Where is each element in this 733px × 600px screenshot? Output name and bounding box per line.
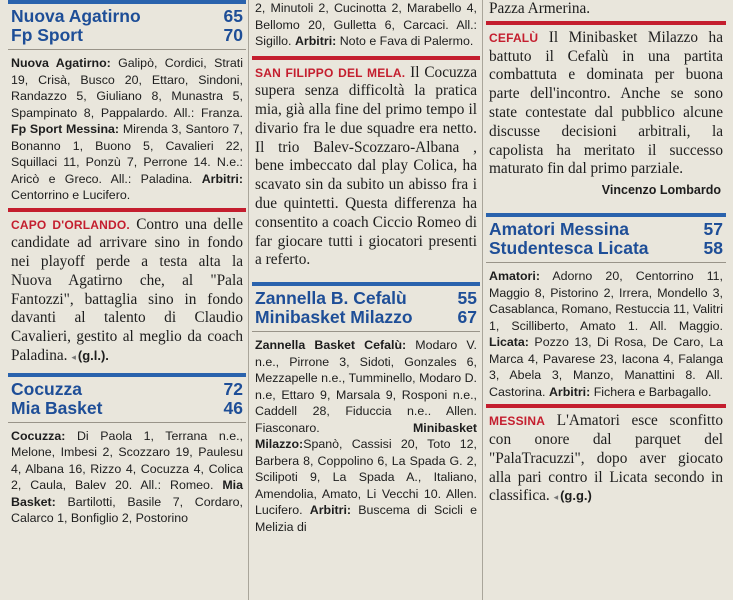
article-place: CEFALÙ — [489, 30, 539, 45]
team-players: Adorno 20, Centorrino 11, Maggio 8, Pistorino 2, Irrera, Mondello 3, Casablanca, Romano, Restuccia 11, Valitri 1, Scilliberto, Amato 1. All. Maggio. — [489, 269, 723, 333]
tabellino-continued — [252, 0, 480, 50]
article-text: L'Amatori esce sconfitto con onore dal parquet del "PalaTracuzzi", dopo aver giocato alla pari contro il Licata secondo in classifica. — [489, 412, 723, 505]
team-players: Modaro V. n.e., Pirrone 3, Sidoti, Gonzales 6, Mezzapelle n.e., Tumminello, Modaro D. n.e, Ettaro 9, Marsala 9, Rosponi n.e., Caddell 28, Fiduccia n.e.. Allen. Fiasconaro. — [255, 338, 477, 435]
team-players: Galipò, Cordici, Strati 19, Crisà, Busco 20, Ettaro, Sindoni, Randazzo 5, Giuliano 8, Munastra 5, Spampinato 8, Pappalardo. All.: Franza. — [11, 56, 243, 120]
article-text: Contro una delle candidate ad arrivare sino in fondo nei playoff perde a testa alta la Nuova Agatirno che, al "Pala Fantozzi", battaglia sino in fondo davanti al talento di Claudio Cavalieri, gestito al meglio da coach Paladina. — [11, 215, 243, 365]
column-1 — [8, 0, 246, 600]
team-players: Bartilotti, Basile 7, Cordaro, Calarco 1, Bonfiglio 2, Postorino — [11, 494, 243, 526]
team-players: Pozzo 13, Di Rosa, De Caro, La Marca 4, Pavarese 23, Iacona 4, Falanga 3, Abela 3, Manzo, Manattini 8. All. Castorina. — [489, 335, 723, 399]
home-score: 57 — [703, 219, 723, 240]
article-continued — [486, 0, 726, 19]
team-label: Cocuzza: — [11, 428, 66, 443]
scoreboard-nuova-agatirno-fp-sport — [8, 0, 246, 50]
article-text: Il Minibasket Milazzo ha battuto il Cefalù in una partita combattuta e dominata per buona parte dell'incontro. Anche se sono state contestate dal pubblico alcune discusse decisioni arbitrali, la capolista ha meritato il successo maturato fin dal primo parziale. — [489, 28, 723, 178]
tabellino-3 — [252, 337, 480, 535]
scoreboard-cocuzza-mia-basket — [8, 373, 246, 423]
article-signature: Vincenzo Lombardo — [601, 183, 721, 198]
away-team: Fp Sport — [11, 25, 83, 45]
home-score: 65 — [223, 6, 243, 26]
team-players: Di Paola 1, Terrana n.e., Melone, Imbesi 2, Scozzaro 19, Paulesu 4, Albana 16, Rizzo 4, Cocuzza 4, Colica 2, Caula, Balev 20. All.: Romeo. — [11, 428, 243, 493]
home-score: 55 — [457, 288, 477, 309]
article-cefalu — [486, 21, 726, 197]
column-divider — [248, 0, 249, 600]
home-score: 72 — [223, 378, 243, 399]
referees-names: Fichera e Barbagallo. — [590, 384, 712, 399]
column-3 — [486, 0, 726, 600]
away-score: 46 — [223, 397, 243, 418]
away-score: 70 — [223, 25, 243, 45]
triangle-icon: ◂ — [71, 352, 76, 363]
away-score: 67 — [457, 307, 477, 328]
column-2 — [252, 0, 480, 600]
tabellino-2 — [8, 428, 246, 527]
article-place: SAN FILIPPO DEL MELA. — [255, 65, 406, 80]
article-signature: (g.g.) — [560, 488, 592, 504]
away-team: Mia Basket — [11, 397, 103, 418]
article-capo-dorlando — [8, 208, 246, 367]
tabellino-4 — [486, 268, 726, 400]
team-label: Minibasket Milazzo: — [255, 420, 477, 452]
team-label: Amatori: — [489, 269, 540, 284]
referees-label: Arbitri: — [201, 171, 243, 186]
scoreboard-cefalu-milazzo — [252, 282, 480, 332]
column-divider — [482, 0, 483, 600]
home-team: Amatori Messina — [489, 219, 630, 240]
away-score: 58 — [703, 238, 723, 259]
scoreboard-amatori-licata — [486, 213, 726, 263]
tabellino-1 — [8, 55, 246, 204]
referees-label: Arbitri: — [548, 384, 591, 399]
team-label: Licata: — [489, 335, 529, 350]
team-players: Spanò, Cassisi 20, Toto 12, Barbera 8, Coppolino 6, La Spada G. 2, Scilipoti 9, La Spada A., Italiano, Amendolia, Amato, Li Vecchi 10. Allen. Lucifero. — [255, 437, 477, 518]
team-players: Mirenda 3, Santoro 7, Bonanno 1, Buono 5, Cavalieri 22, Squillaci 11, Ponzù 7, Perrone 14. N.e.: Aricò e Greco. All.: Paladina. — [11, 122, 243, 186]
article-san-filippo-del-mela — [252, 56, 480, 271]
home-team: Cocuzza — [11, 378, 82, 399]
referees-names: Buscema di Scicli e Melizia di — [255, 503, 477, 534]
team-label: Fp Sport Messina: — [11, 122, 120, 136]
home-team: Nuova Agatirno — [11, 6, 141, 26]
triangle-icon: ◂ — [553, 492, 559, 503]
team-players: 2, Minutoli 2, Cucinotta 2, Marabello 4, Bellomo 20, Gulletta 6, Carcaci. All.: Sigillo. — [255, 1, 477, 48]
referees-label: Arbitri: — [294, 34, 337, 48]
article-messina — [486, 404, 726, 507]
referees-label: Arbitri: — [309, 503, 352, 518]
article-place: MESSINA — [489, 414, 546, 429]
article-text: Pazza Armerina. — [489, 0, 591, 17]
team-label: Nuova Agatirno: — [11, 56, 111, 70]
home-team: Zannella B. Cefalù — [255, 288, 407, 309]
team-label: Mia Basket: — [11, 478, 243, 509]
article-text: Il Cocuzza supera senza difficoltà la pratica mia, già alla fine del primo tempo il divario fra le due squadre era netto. Il trio Balev-Scozzaro-Albana , bene imbeccato dal play Colica, ha scavato sin da subito un abisso fra i due quintetti. Questa differenza ha consentito a coach Ciccio Romeo di far giocare tutti i giocatori presenti a referto. — [255, 63, 478, 269]
article-signature: (g.l.). — [77, 348, 109, 364]
team-label: Zannella Basket Cefalù: — [255, 338, 407, 353]
referees-names: Centorrino e Lucifero. — [11, 188, 131, 202]
referees-names: Noto e Fava di Palermo. — [336, 34, 474, 48]
away-team: Studentesca Licata — [489, 238, 649, 259]
away-team: Minibasket Milazzo — [255, 307, 413, 328]
article-place: CAPO D'ORLANDO. — [11, 217, 130, 232]
